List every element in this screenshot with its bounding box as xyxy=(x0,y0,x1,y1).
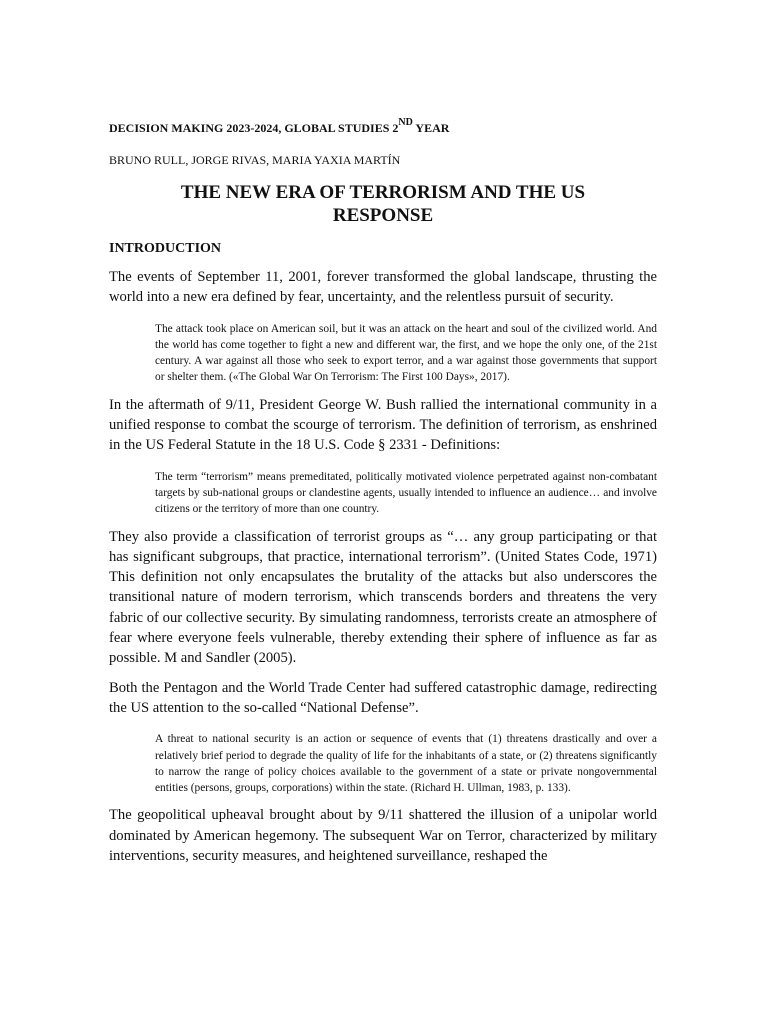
course-text: DECISION MAKING 2023-2024, GLOBAL STUDIES 2 xyxy=(109,121,399,135)
title-line-1: THE NEW ERA OF TERRORISM AND THE US xyxy=(180,182,586,203)
paragraph-2: In the aftermath of 9/11, President George W. Bush rallied the international community in a unified response to combat the scourge of terrorism. The definition of terrorism, as enshrined in the US Federal Statute in the 18 U.S. Code § 2331 - Definitions: xyxy=(109,396,657,454)
block-quote-2: The term “terrorism” means premeditated, politically motivated violence perpetrated against non-combatant targets by sub-national groups or clandestine agents, usually intended to influence an audience… and involve citizens or the territory of more than one country. xyxy=(155,470,657,516)
paragraph-3: They also provide a classification of terrorist groups as “… any group participating or that has significant subgroups, that practice, international terrorism”. (United States Code, 1971) This definition not only encapsulates the brutality of the attacks but also underscores the transitional nature of modern terrorism, which transcends borders and threatens the very fabric of our collective security. By simulating randomness, terrorists create an atmosphere of fear where everyone feels vulnerable, thereby extending their sphere of influence as far as possible. M and Sandler (2005). xyxy=(109,528,657,667)
authors-line: BRUNO RULL, JORGE RIVAS, MARIA YAXIA MARTÍN xyxy=(109,153,401,167)
section-heading: INTRODUCTION xyxy=(109,241,222,256)
document-title xyxy=(109,181,657,227)
title-line-2: RESPONSE xyxy=(332,205,434,226)
block-quote-3: A threat to national security is an action or sequence of events that (1) threatens drastically and over a relatively brief period to degrade the quality of life for the inhabitants of a state, or (2) threatens significantly to narrow the range of policy choices available to the government of a state or private nongovernmental entities (persons, groups, corporations) within the state. (Richard H. Ullman, 1983, p. 133). xyxy=(155,733,657,795)
paragraph-4: Both the Pentagon and the World Trade Center had suffered catastrophic damage, redirecting the US attention to the so-called “National Defense”. xyxy=(109,679,657,716)
course-line xyxy=(109,118,657,138)
document-content xyxy=(109,118,657,866)
course-superscript: ND xyxy=(398,117,413,128)
course-suffix: YEAR xyxy=(412,121,450,135)
paragraph-5: The geopolitical upheaval brought about by 9/11 shattered the illusion of a unipolar world dominated by American hegemony. The subsequent War on Terror, characterized by military interventions, security measures, and heightened surveillance, reshaped the xyxy=(109,807,657,865)
paragraph-1: The events of September 11, 2001, forever transformed the global landscape, thrusting the world into a new era defined by fear, uncertainty, and the relentless pursuit of security. xyxy=(109,269,657,306)
block-quote-1: The attack took place on American soil, but it was an attack on the heart and soul of the civilized world. And the world has come together to fight a new and different war, the first, and we hope the only one, of the 21st century. A war against all those who seek to export terror, and a war against those governments that support or shelter them. («The Global War On Terrorism: The First 100 Days», 2017). xyxy=(155,322,657,384)
